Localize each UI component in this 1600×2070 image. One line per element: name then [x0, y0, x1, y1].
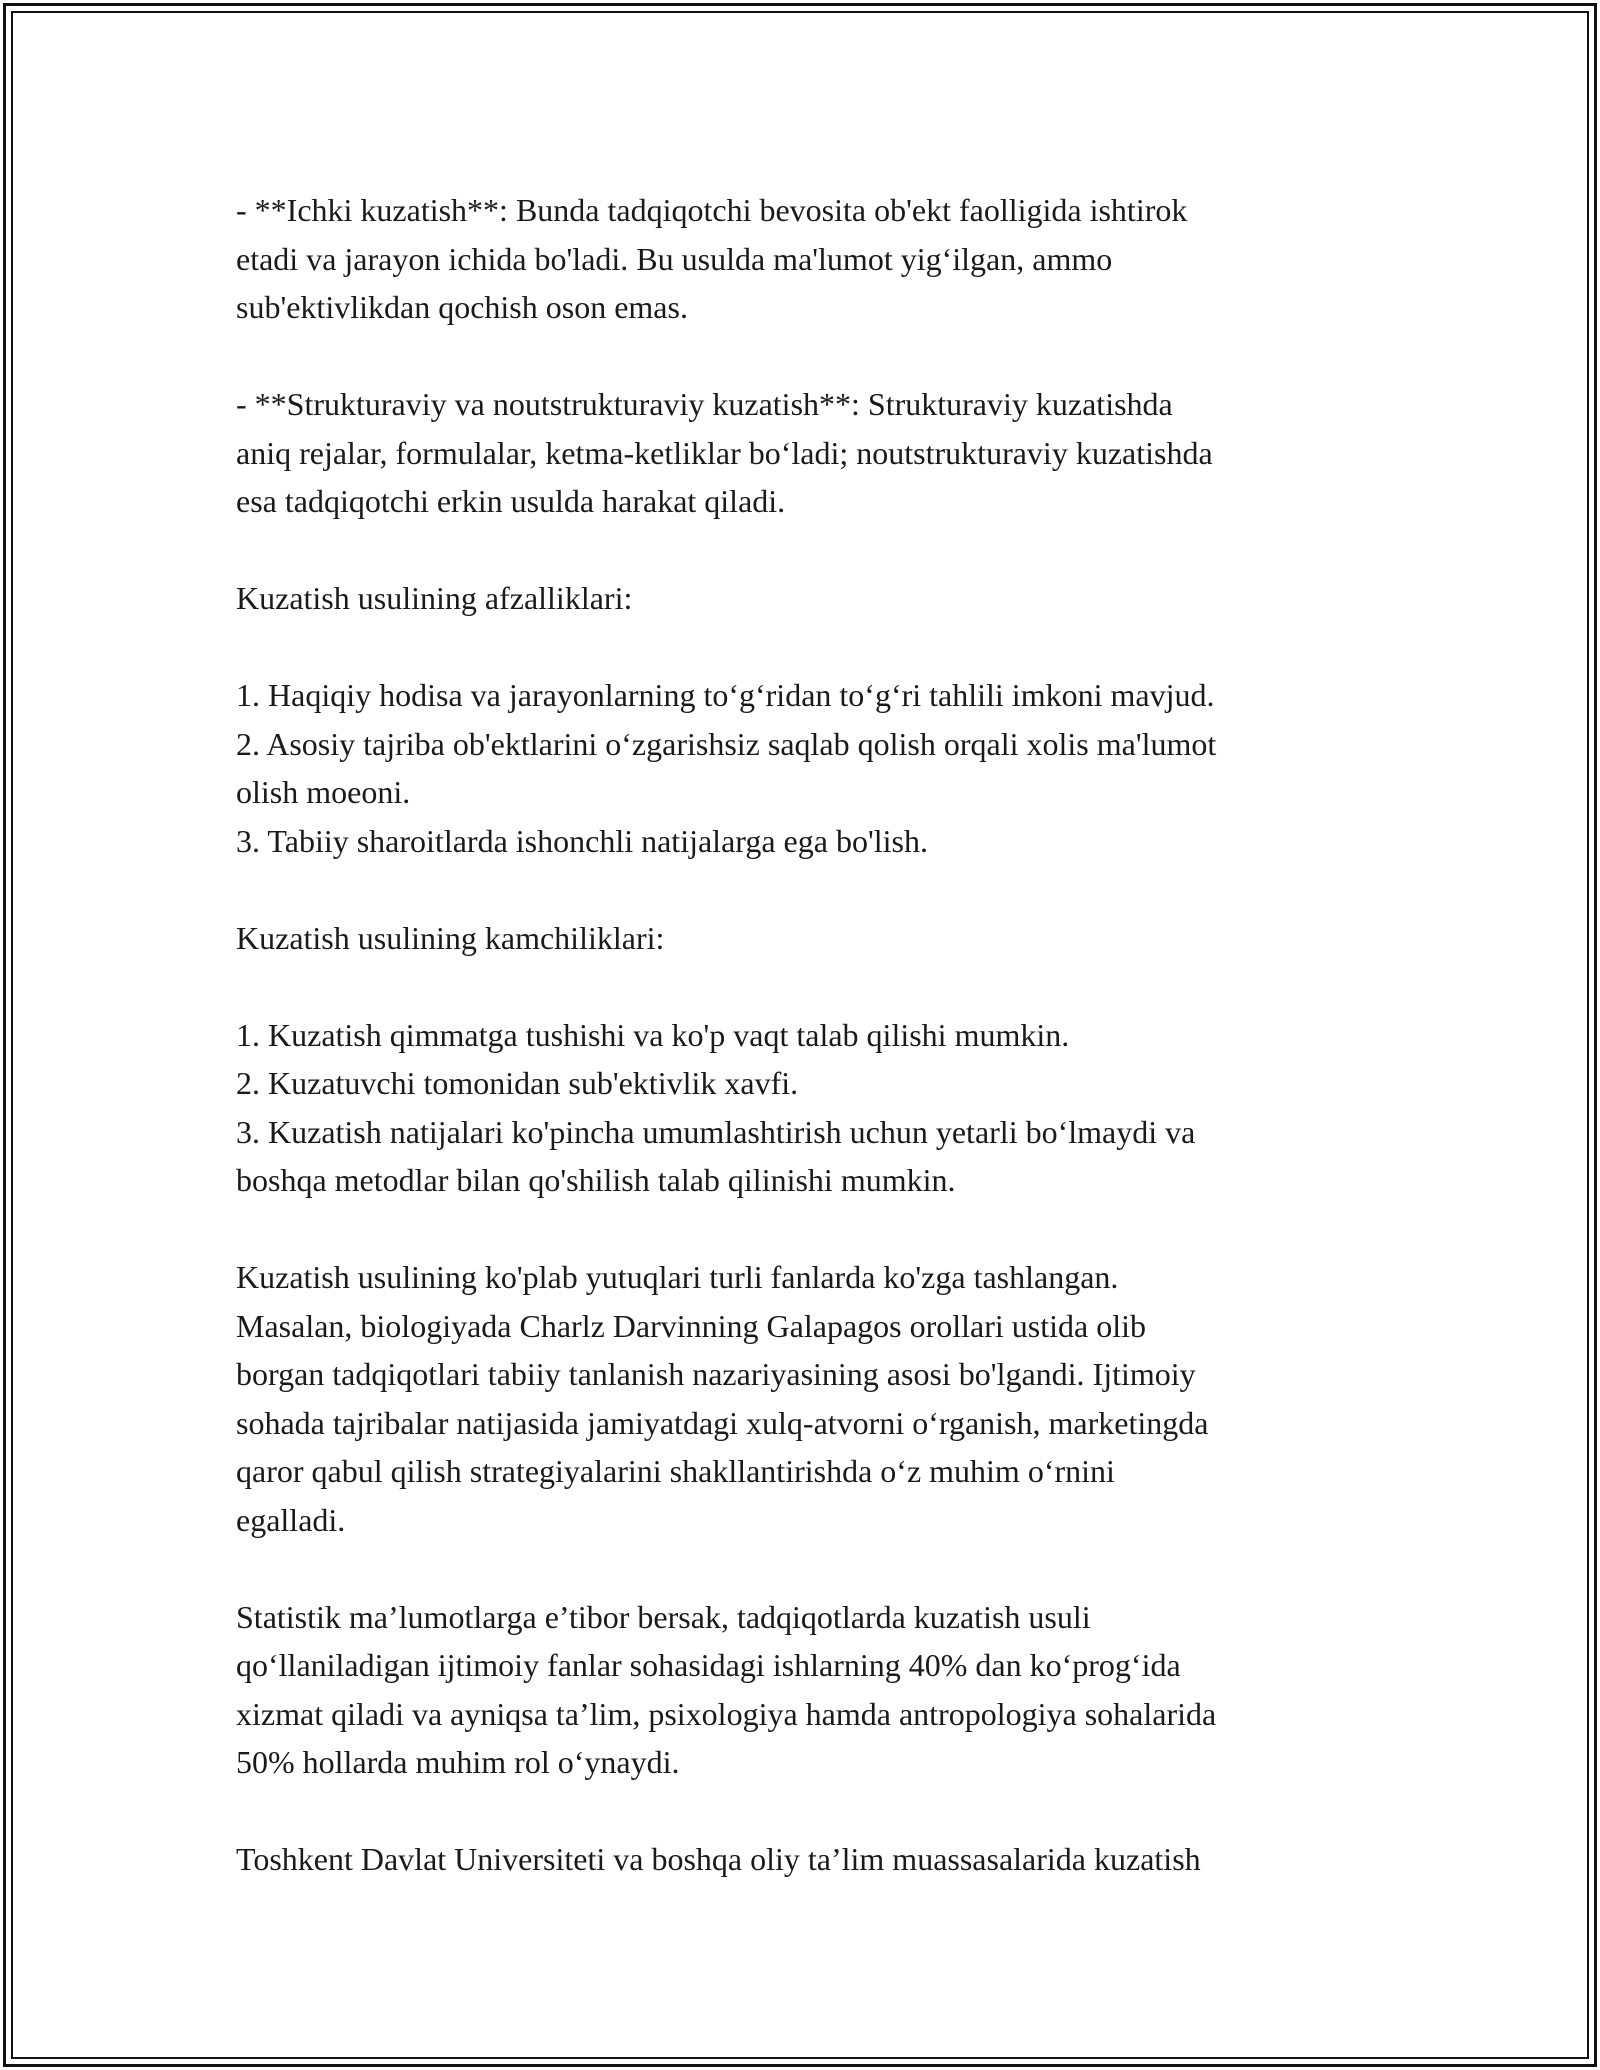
disadvantages-list [236, 1011, 1386, 1205]
list-item: 3. Kuzatish natijalari ko'pincha umumlashtirish uchun yetarli bo‘lmaydi va boshqa metodlar bilan qo'shilish talab qilinishi mumkin. [236, 1113, 1196, 1198]
paragraph-achievements: Kuzatish usulining ko'plab yutuqlari turli fanlarda ko'zga tashlangan. Masalan, biologiyada Charlz Darvinning Galapagos orollari ustida olib borgan tadqiqotlari tabiiy tanlanish nazariyasining asosi bo'lgandi. Ijtimoiy sohada tajribalar natijasida jamiyatdagi xulq-atvorni o‘rganish, marketingda qaror qabul qilish strategiyalarini shakllantirishda o‘z muhim o‘rnini egalladi. [236, 1259, 1209, 1538]
list-item: 2. Kuzatuvchi tomonidan sub'ektivlik xavfi. [236, 1065, 799, 1101]
list-item: 2. Asosiy tajriba ob'ektlarini o‘zgarishsiz saqlab qolish orqali xolis ma'lumot olish moeoni. [236, 725, 1217, 810]
list-item: 3. Tabiiy sharoitlarda ishonchli natijalarga ega bo'lish. [236, 822, 928, 859]
paragraph-universities: Toshkent Davlat Universiteti va boshqa oliy ta’lim muassasalarida kuzatish [236, 1841, 1201, 1877]
advantages-list [236, 671, 1386, 865]
paragraph-structured-observation: - **Strukturaviy va noutstrukturaviy kuzatish**: Strukturaviy kuzatishda aniq rejalar, formulalar, ketma-ketliklar bo‘ladi; noutstrukturaviy kuzatishda esa tadqiqotchi erkin usulda harakat qiladi. [236, 386, 1213, 519]
advantages-heading: Kuzatish usulining afzalliklari: [236, 580, 633, 616]
disadvantages-heading: Kuzatish usulining kamchiliklari: [236, 919, 665, 956]
paragraph-statistics: Statistik ma’lumotlarga e’tibor bersak, tadqiqotlarda kuzatish usuli qo‘llaniladigan ijtimoiy fanlar sohasidagi ishlarning 40% dan ko‘prog‘ida xizmat qiladi va ayniqsa ta’lim, psixologiya hamda antropologiya sohalarida 50% hollarda muhim rol o‘ynaydi. [236, 1598, 1217, 1780]
paragraph-internal-observation: - **Ichki kuzatish**: Bunda tadqiqotchi bevosita ob'ekt faolligida ishtirok etadi va jarayon ichida bo'ladi. Bu usulda ma'lumot yig‘ilgan, ammo sub'ektivlikdan qochish oson emas. [236, 192, 1188, 325]
document-body [236, 186, 1386, 1884]
list-item: 1. Haqiqiy hodisa va jarayonlarning to‘g‘ridan to‘g‘ri tahlili imkoni mavjud. [236, 677, 1215, 713]
list-item: 1. Kuzatish qimmatga tushishi va ko'p vaqt talab qilishi mumkin. [236, 1016, 1070, 1053]
